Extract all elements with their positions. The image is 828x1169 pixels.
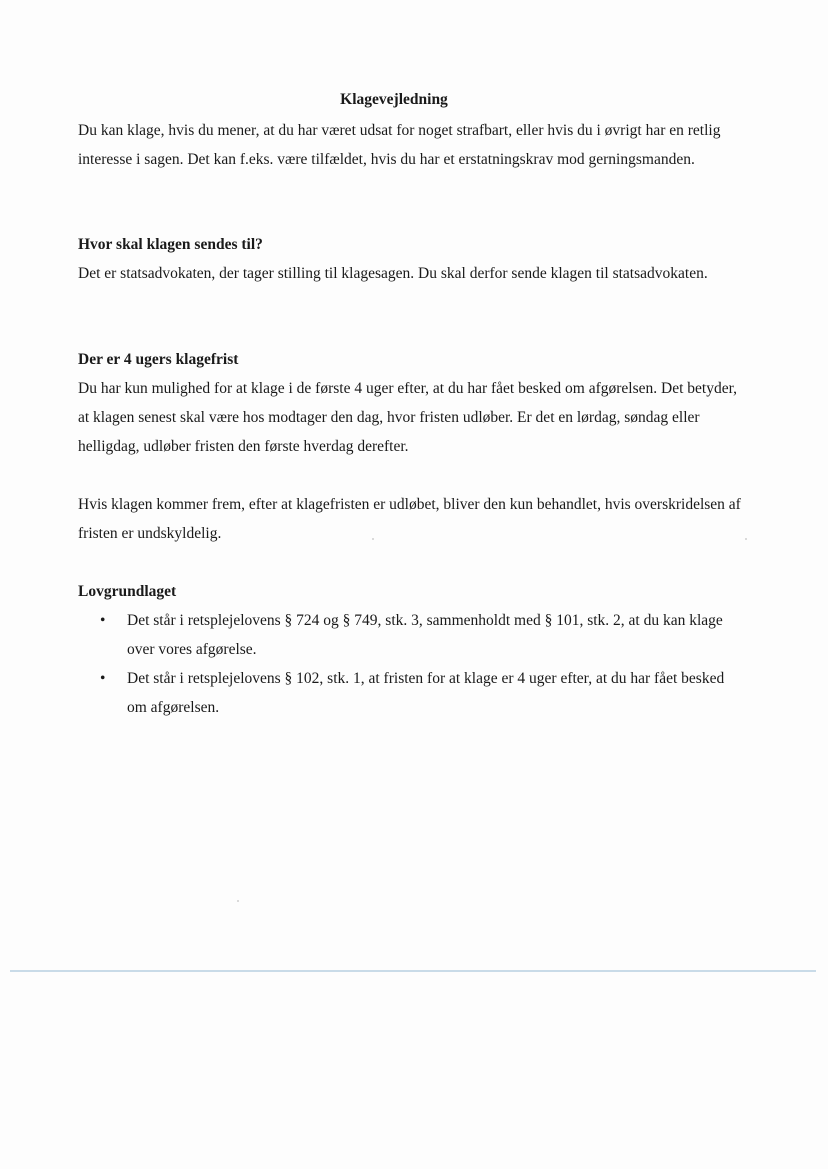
bullet-icon: • — [100, 612, 106, 629]
list-item — [78, 664, 738, 722]
intro-paragraph: Du kan klage, hvis du mener, at du har været udsat for noget strafbart, eller hvis du i øvrigt har en retlig interesse i sagen. Det kan f.eks. være tilfældet, hvis du har et erstatningskrav mod gerningsmanden. — [78, 122, 721, 168]
scan-divider-line — [10, 970, 816, 972]
section-heading-deadline: Der er 4 ugers klagefrist — [78, 351, 239, 368]
section-heading-legal-basis: Lovgrundlaget — [78, 583, 177, 600]
scan-speck — [237, 900, 239, 902]
list-item-text: Det står i retsplejelovens § 724 og § 749, stk. 3, sammenholdt med § 101, stk. 2, at du kan klage over vores afgørelse. — [127, 612, 723, 658]
section-body-late-complaint: Hvis klagen kommer frem, efter at klagefristen er udløbet, bliver den kun behandlet, hvis overskridelsen af fristen er undskyldelig. — [78, 496, 741, 542]
scan-speck — [372, 538, 374, 540]
section-body-deadline: Du har kun mulighed for at klage i de første 4 uger efter, at du har fået besked om afgørelsen. Det betyder, at klagen senest skal være hos modtager den dag, hvor fristen udløber. Er det en lørdag, søndag eller helligdag, udløber fristen den første hverdag derefter. — [78, 380, 737, 455]
list-item-text: Det står i retsplejelovens § 102, stk. 1, at fristen for at klage er 4 uger efter, at du har fået besked om afgørelsen. — [127, 670, 725, 716]
document-title: Klagevejledning — [340, 91, 448, 108]
bullet-icon: • — [100, 670, 106, 687]
section-body-recipient: Det er statsadvokaten, der tager stilling til klagesagen. Du skal derfor sende klagen til statsadvokaten. — [78, 265, 708, 282]
scan-speck — [745, 538, 747, 540]
section-heading-recipient: Hvor skal klagen sendes til? — [78, 236, 263, 253]
list-item — [78, 606, 738, 664]
legal-basis-list — [78, 606, 738, 722]
